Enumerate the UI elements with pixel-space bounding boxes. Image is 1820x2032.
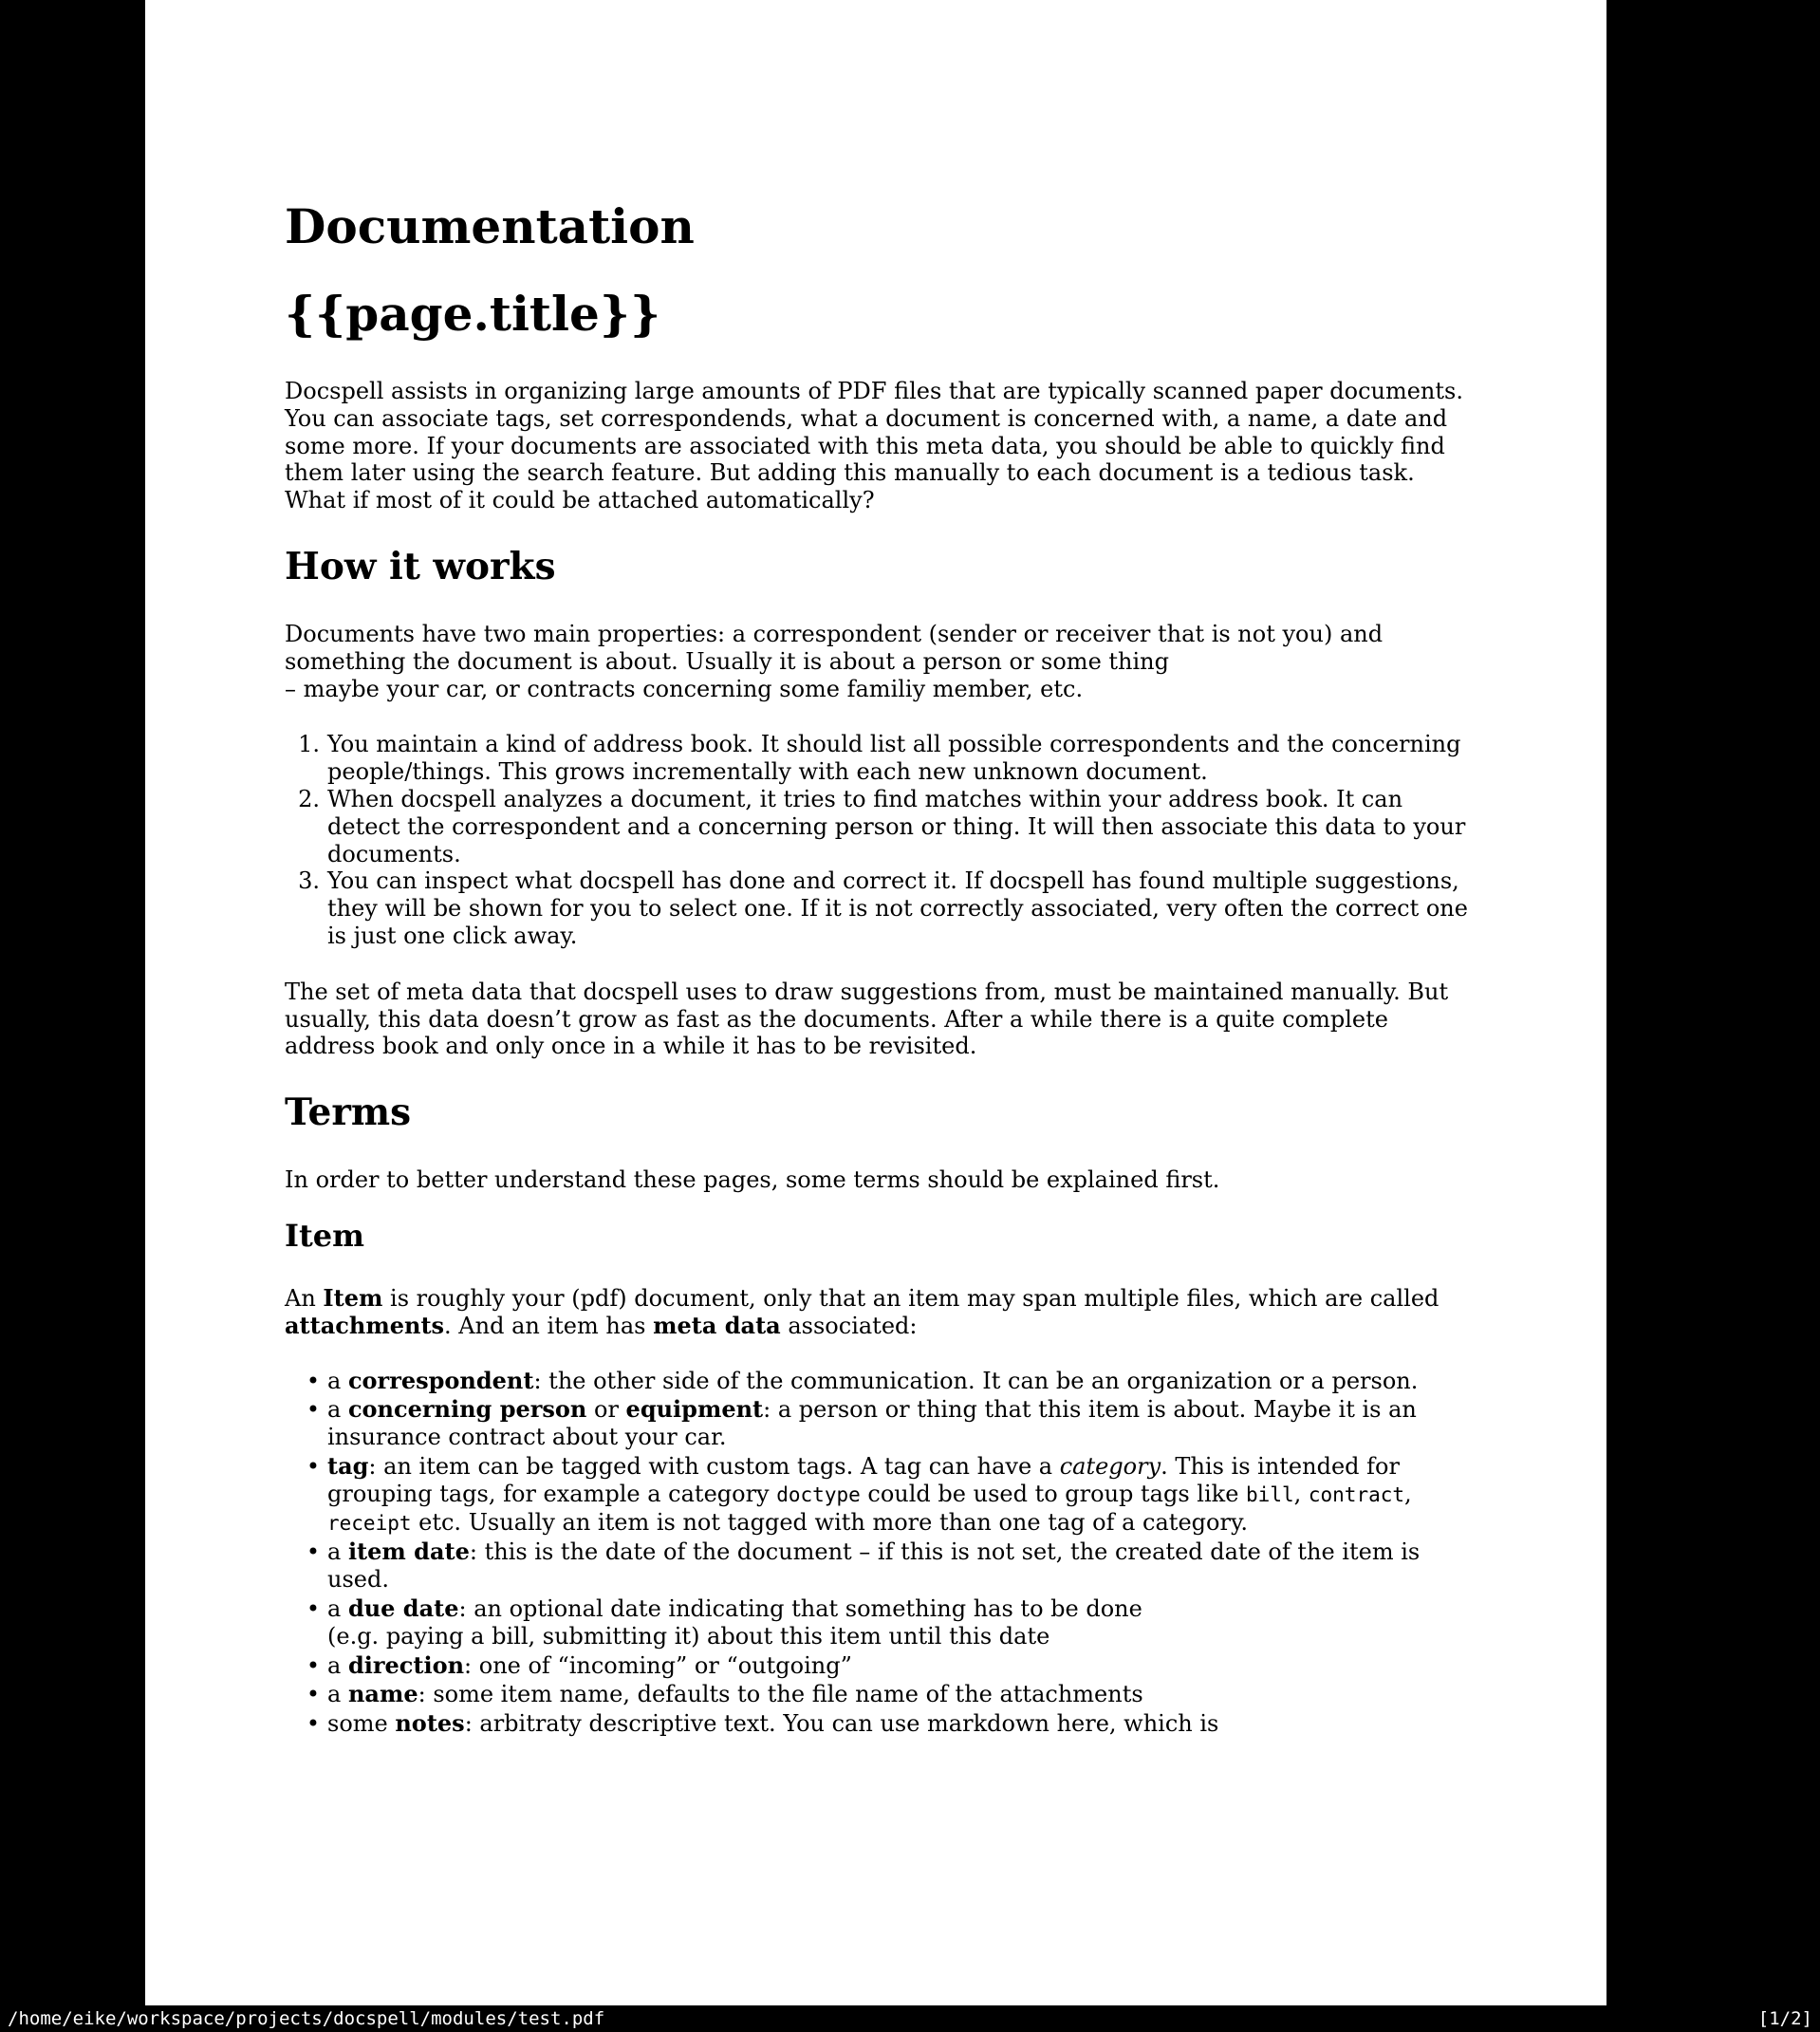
paragraph-how-it-works: Documents have two main properties: a correspondent (sender or receiver that is not you) and something the document is about. Usually it is about a person or some thing – maybe your car, or contracts concerning some familiy member, etc. bbox=[285, 620, 1384, 702]
doc-heading-how-it-works: How it works bbox=[285, 544, 556, 588]
list-item-text: a concerning person or equipment: a person or thing that this item is about. Maybe it is an insurance contract about your car. bbox=[327, 1395, 1417, 1451]
paragraph-terms-intro: In order to better understand these pages, some terms should be explained first. bbox=[285, 1166, 1220, 1194]
statusbar-file-path: /home/eike/workspace/projects/docspell/modules/test.pdf bbox=[8, 2008, 605, 2029]
list-marker: 1. bbox=[298, 731, 320, 758]
bullet-list-item bbox=[285, 1652, 1478, 1680]
bullet-marker: • bbox=[306, 1396, 320, 1424]
bullet-list-item bbox=[285, 1681, 1478, 1708]
bullet-list-item bbox=[285, 1595, 1478, 1650]
list-item-text: a correspondent: the other side of the communication. It can be an organization or a person. bbox=[327, 1366, 1419, 1394]
list-item-text: You maintain a kind of address book. It should list all possible correspondents and the concerning people/things. This grows incrementally with each new unknown document. bbox=[327, 731, 1461, 786]
ordered-list-item bbox=[285, 731, 1478, 786]
ordered-list-item bbox=[285, 867, 1478, 949]
list-item-text: a name: some item name, defaults to the file name of the attachments bbox=[327, 1680, 1143, 1708]
paragraph-intro: Docspell assists in organizing large amounts of PDF files that are typically scanned paper documents. You can associate tags, set correspondends, what a document is concerned with, a name, a date and some more. If your documents are associated with this meta data, you should be able to quickly find them later using the search feature. But adding this manually to each document is a tedious task. What if most of it could be attached automatically? bbox=[285, 378, 1463, 514]
bullet-list-item bbox=[285, 1710, 1478, 1738]
statusbar-page-indicator: [1/2] bbox=[1757, 2008, 1812, 2029]
paragraph-meta-data: The set of meta data that docspell uses to draw suggestions from, must be maintained manually. But usually, this data doesn’t grow as fast as the documents. After a while there is a quite complete address book and only once in a while it has to be revisited. bbox=[285, 978, 1449, 1060]
doc-heading-terms: Terms bbox=[285, 1091, 412, 1135]
list-item-text: some notes: arbitraty descriptive text. You can use markdown here, which is bbox=[327, 1709, 1219, 1738]
statusbar bbox=[0, 2005, 1820, 2032]
list-item-text: a due date: an optional date indicating that something has to be done (e.g. paying a bill, submitting it) about this item until this date bbox=[327, 1594, 1142, 1650]
paragraph-item-intro: An Item is roughly your (pdf) document, only that an item may span multiple files, which are called attachments. And an item has meta data associated: bbox=[285, 1283, 1439, 1339]
bullet-list-item bbox=[285, 1368, 1478, 1395]
bullet-list-item bbox=[285, 1453, 1478, 1537]
bullet-marker: • bbox=[306, 1681, 320, 1708]
list-item-text: You can inspect what docspell has done and correct it. If docspell has found multiple suggestions, they will be shown for you to select one. If it is not correctly associated, very often the correct one is just one click away. bbox=[327, 867, 1468, 949]
list-item-text: a item date: this is the date of the document – if this is not set, the created date of the item is used. bbox=[327, 1538, 1421, 1594]
bullet-marker: • bbox=[306, 1594, 320, 1622]
bullet-marker: • bbox=[306, 1538, 320, 1566]
list-item-text: a direction: one of “incoming” or “outgoing” bbox=[327, 1650, 852, 1679]
ordered-list-item bbox=[285, 786, 1478, 867]
bullet-marker: • bbox=[306, 1710, 320, 1738]
list-item-text: tag: an item can be tagged with custom tags. A tag can have a category. This is intended for grouping tags, for example a category doctype could be used to group tags like bill, contract, receipt etc. Usually an item is not tagged with more than one tag of a category. bbox=[327, 1451, 1412, 1536]
bullet-marker: • bbox=[306, 1651, 320, 1679]
bullet-list bbox=[285, 1368, 1478, 1738]
doc-heading-item: Item bbox=[285, 1217, 364, 1254]
list-item-text: When docspell analyzes a document, it tries to find matches within your address book. It can detect the correspondent and a concerning person or thing. It will then associate this data to your documents. bbox=[327, 785, 1466, 867]
doc-heading-documentation: Documentation bbox=[285, 198, 695, 254]
list-marker: 2. bbox=[298, 785, 320, 812]
list-marker: 3. bbox=[298, 867, 320, 895]
ordered-list bbox=[285, 731, 1478, 949]
doc-heading-page-title: {{page.title}} bbox=[285, 286, 661, 342]
bullet-marker: • bbox=[306, 1452, 320, 1480]
pdf-page bbox=[145, 0, 1606, 2005]
bullet-list-item bbox=[285, 1538, 1478, 1594]
bullet-marker: • bbox=[306, 1367, 320, 1394]
bullet-list-item bbox=[285, 1396, 1478, 1451]
